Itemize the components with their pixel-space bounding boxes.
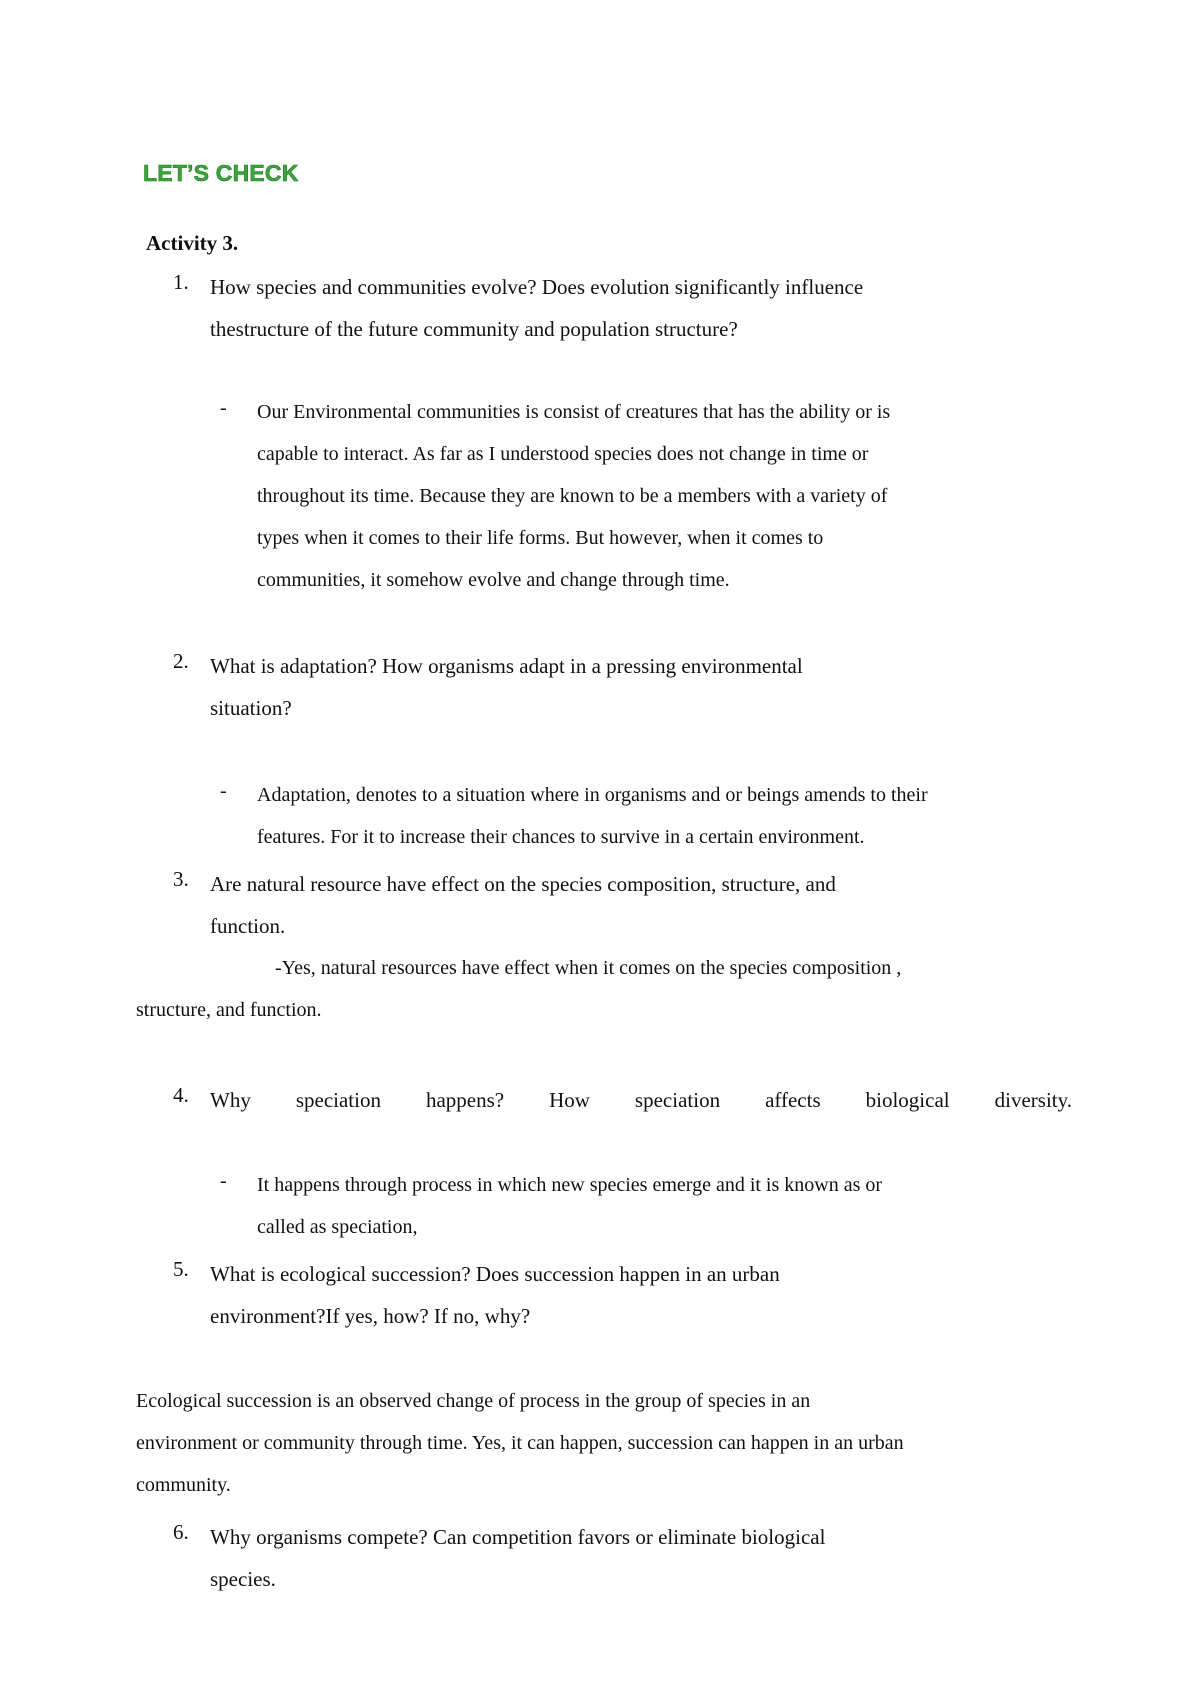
question-5-line-1: What is ecological succession? Does succession happen in an urban — [210, 1262, 780, 1286]
answer-4-line-2: called as speciation, — [257, 1216, 418, 1238]
answer-3-line-2: structure, and function. — [136, 999, 322, 1021]
question-1-line-1: How species and communities evolve? Does evolution significantly influence — [210, 275, 864, 299]
answer-1-line-1: Our Environmental communities is consist of creatures that has the ability or is — [257, 401, 891, 423]
answer-2-line-1: Adaptation, denotes to a situation where in organisms and or beings amends to their — [257, 784, 928, 806]
item-number: 4. — [173, 1083, 189, 1107]
answer-1-line-3: throughout its time. Because they are known to be a members with a variety of — [257, 485, 888, 507]
item-number: 2. — [173, 649, 189, 673]
question-2-line-1: What is adaptation? How organisms adapt in a pressing environmental — [210, 654, 803, 678]
question-3-line-2: function. — [210, 914, 286, 938]
item-number: 3. — [173, 867, 189, 891]
answer-4-line-1: It happens through process in which new species emerge and it is known as or — [257, 1174, 883, 1196]
answer-dash: - — [220, 397, 227, 419]
answer-2-line-2: features. For it to increase their chances to survive in a certain environment. — [257, 826, 865, 848]
item-number: 6. — [173, 1520, 189, 1544]
question-2-line-2: situation? — [210, 696, 292, 720]
answer-5-line-2: environment or community through time. Yes, it can happen, succession can happen in an urban — [136, 1432, 904, 1454]
item-number: 1. — [173, 270, 189, 294]
question-1-line-2: thestructure of the future community and population structure? — [210, 317, 738, 341]
answer-1-line-5: communities, it somehow evolve and change through time. — [257, 569, 730, 591]
answer-1-line-2: capable to interact. As far as I understood species does not change in time or — [257, 443, 869, 465]
answer-dash: - — [220, 780, 227, 802]
answer-5-line-3: community. — [136, 1474, 231, 1496]
activity-title: Activity 3. — [146, 231, 239, 255]
question-6-line-2: species. — [210, 1567, 276, 1591]
question-5-line-2: environment?If yes, how? If no, why? — [210, 1304, 531, 1328]
question-6-line-1: Why organisms compete? Can competition favors or eliminate biological — [210, 1525, 826, 1549]
question-3-line-1: Are natural resource have effect on the species composition, structure, and — [210, 872, 836, 896]
answer-3-line-1: -Yes, natural resources have effect when it comes on the species composition , — [275, 957, 902, 979]
item-number: 5. — [173, 1257, 189, 1281]
section-title: LET’S CHECK — [143, 160, 299, 186]
answer-5-line-1: Ecological succession is an observed change of process in the group of species in an — [136, 1390, 811, 1412]
answer-1-line-4: types when it comes to their life forms. But however, when it comes to — [257, 527, 824, 549]
question-4-line-1: Why speciation happens? How speciation affects biological diversity. — [210, 1088, 1072, 1112]
answer-dash: - — [220, 1170, 227, 1192]
